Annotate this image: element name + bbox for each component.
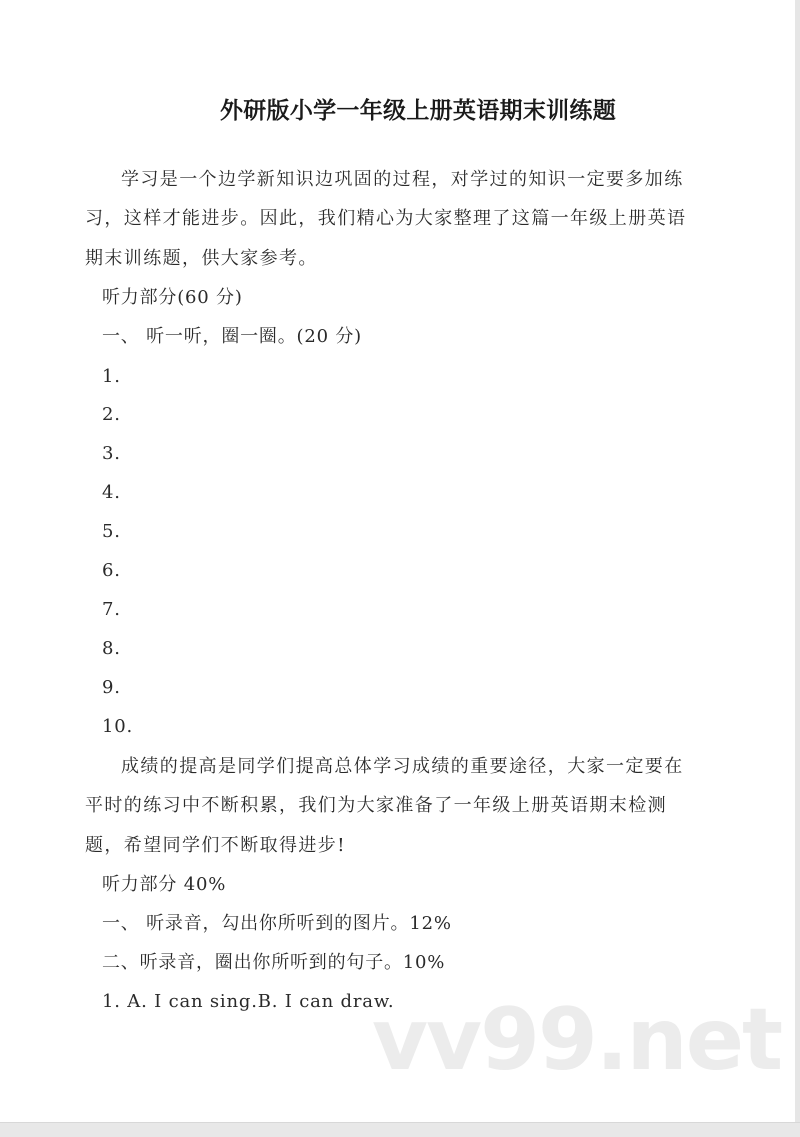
question-heading: 一、 听一听，圈一圈。(20 分) [102, 326, 362, 347]
watermark: vv99.net [372, 990, 782, 1090]
list-item: 8. [102, 638, 121, 659]
list-item: 1. [102, 366, 121, 387]
list-item: 2. [102, 404, 121, 425]
intro-paragraph: 学习是一个边学新知识边巩固的过程，对学过的知识一定要多加练习，这样才能进步。因此，我们精心为大家整理了这篇一年级上册英语期末训练题，供大家参考。 [85, 169, 687, 269]
list-item: 5. [102, 521, 121, 542]
section-heading: 听力部分(60 分) [102, 287, 243, 308]
question-heading: 二、听录音，圈出你所听到的句子。10% [102, 952, 446, 973]
page-edge-bottom [0, 1122, 800, 1137]
document-title: 外研版小学一年级上册英语期末训练题 [219, 98, 617, 124]
question-item: 1. A. I can sing.B. I can draw. [102, 991, 395, 1012]
list-item: 3. [102, 443, 121, 464]
list-item: 4. [102, 482, 121, 503]
page-edge-right [795, 0, 800, 1137]
list-item: 10. [102, 716, 134, 737]
encouragement-paragraph: 成绩的提高是同学们提高总体学习成绩的重要途径，大家一定要在平时的练习中不断积累，我们为大家准备了一年级上册英语期末检测题，希望同学们不断取得进步! [85, 756, 684, 856]
question-heading: 一、 听录音，勾出你所听到的图片。12% [102, 913, 452, 934]
list-item: 6. [102, 560, 121, 581]
list-item: 7. [102, 599, 121, 620]
section-heading: 听力部分 40% [102, 874, 227, 895]
list-item: 9. [102, 677, 121, 698]
